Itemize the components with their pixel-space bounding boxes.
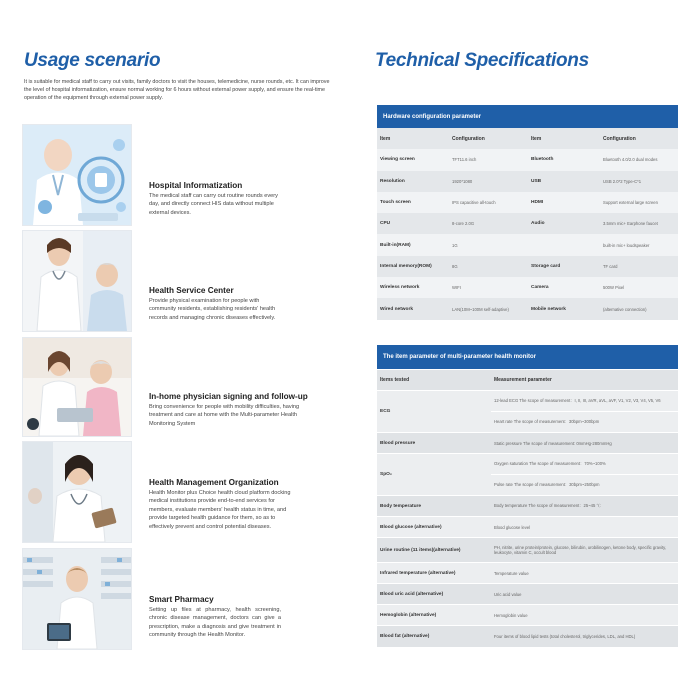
item-cell: USB xyxy=(531,178,542,184)
scenario-title: Hospital Informatization xyxy=(149,181,243,190)
usage-intro: It is suitable for medical staff to carry out visits, family doctors to visit the houses, telemedicine, nurse rounds, etc. It can improve the level of hospital informatization, ensure normal working for 6 hours without external power supply, and ensure the real-time operation of the equipment through external power supply. xyxy=(24,79,330,102)
param-cell: Four items of blood lipid tests (total cholesterol, triglycerides, LDL, and HDL) xyxy=(491,626,678,647)
item-cell: Wireless network xyxy=(380,285,420,291)
config-cell: USB 2.0*2 Type-C*1 xyxy=(603,178,642,184)
config-cell: 3.5mm mic+ Earphone faucet xyxy=(603,221,658,227)
nurse-elderly-photo xyxy=(22,230,132,332)
config-cell: WIFI xyxy=(452,285,461,291)
param-cell: Pulse rate The scope of measurement：30bpm~250bpm xyxy=(491,475,678,496)
config-cell: 1920*1080 xyxy=(452,178,473,184)
item-cell xyxy=(528,234,600,255)
scenario-desc: Bring convenience for people with mobility difficulties, having treatment and care at home with the Multi-parameter Health Monitoring System xyxy=(149,404,300,427)
item-cell: Blood fat (alternative) xyxy=(377,626,491,647)
table-row xyxy=(377,626,678,647)
item-cell: Touch screen xyxy=(380,200,411,206)
pharmacist-photo xyxy=(22,548,132,650)
table-header-row xyxy=(377,128,678,149)
scenario-desc: The medical staff can carry out routine rounds every day, and directly connect HIS data without multiple external devices. xyxy=(149,193,278,216)
param-cell: Heart rate The scope of measurement：30bpm~300bpm xyxy=(491,412,678,433)
item-cell: Mobile network xyxy=(531,306,566,312)
config-cell: Support external large screen xyxy=(603,200,658,206)
item-cell: Urine routine (11 items)(alternative) xyxy=(377,538,491,563)
param-cell: Temperature value xyxy=(491,563,678,584)
config-cell: 1G xyxy=(452,242,458,248)
scenario-title: Smart Pharmacy xyxy=(149,595,214,604)
item-cell: Storage card xyxy=(531,263,561,269)
table-row xyxy=(377,433,678,454)
usage-heading: Usage scenario xyxy=(24,50,161,71)
item-cell: Blood pressure xyxy=(377,433,491,454)
column-header: Configuration xyxy=(603,135,636,142)
param-cell: Hemoglobin value xyxy=(491,605,678,626)
table-row xyxy=(377,584,678,605)
doctor-tablet-photo xyxy=(22,441,132,543)
item-cell: Wired network xyxy=(380,306,414,312)
config-cell: IPS capacitive all-touch xyxy=(452,200,496,206)
column-header: Item xyxy=(380,135,391,142)
table-row xyxy=(377,517,678,538)
item-cell: Body temperature xyxy=(377,496,491,517)
specs-heading: Technical Specifications xyxy=(375,50,589,71)
hardware-banner: Hardware configuration parameter xyxy=(377,105,678,128)
item-cell: Internal memory(ROM) xyxy=(380,263,432,269)
param-cell: Oxygen saturation The scope of measurement：70%~100% xyxy=(491,454,678,475)
hardware-table xyxy=(377,128,678,320)
table-row xyxy=(377,192,678,213)
table-row xyxy=(377,538,678,563)
scenario-desc: Provide physical examination for people with community residents, establishing residents' health records and managing chronic diseases effectively. xyxy=(149,298,276,321)
config-cell: built-in mic+ loudspeaker xyxy=(603,242,650,248)
table-row xyxy=(377,563,678,584)
param-cell: Body temperature The scope of measurement：25~45 ℃ xyxy=(491,496,678,517)
column-header: Configuration xyxy=(452,135,485,142)
item-cell: Viewing screen xyxy=(380,157,415,163)
table-row xyxy=(377,171,678,192)
config-cell: 8G xyxy=(452,263,458,269)
item-cell: Blood glucose (alternative) xyxy=(377,517,491,538)
scenario-title: Health Service Center xyxy=(149,286,234,295)
table-row xyxy=(377,454,678,475)
table-header-row xyxy=(377,370,678,391)
item-cell: Bluetooth xyxy=(531,157,554,163)
param-cell: 12-lead ECG The scope of measurement：I, II, III, aVR, aVL, aVF, V1, V2, V3, V4, V5, V6 xyxy=(491,391,678,412)
table-row xyxy=(377,277,678,298)
item-cell: Blood uric acid (alternative) xyxy=(377,584,491,605)
item-cell: HDMI xyxy=(531,200,544,206)
param-cell: PH, nitrite, urine protein/protein, glucose, bilirubin, urobilinogen, ketone body, specific gravity, leukocyte, vitamin C, occult blood xyxy=(491,538,678,563)
item-cell: CPU xyxy=(380,221,391,227)
column-header: Measurement parameter xyxy=(491,370,678,391)
scenario-title: Health Management Organization xyxy=(149,478,279,487)
param-cell: Static pressure The scope of measurement: 0mmHg-280mmHg xyxy=(491,433,678,454)
column-header: Items tested xyxy=(377,370,491,391)
config-cell: LAN(10M~100M self-adaptive) xyxy=(452,306,509,312)
config-cell: (alternative connection) xyxy=(603,306,647,312)
config-cell: TF card xyxy=(603,263,618,269)
medical-tech-photo xyxy=(22,124,132,226)
config-cell: 8-core 2.0G xyxy=(452,221,475,227)
table-row xyxy=(377,256,678,277)
scenario-desc: Health Monitor plus Choice health cloud platform docking medical institutions provide end-to-end services for members, evaluate members' health status in time, and provide targeted health guidance for them, so as to effectively prevent and control potential diseases. xyxy=(149,490,291,530)
table-row xyxy=(377,391,678,412)
scenario-desc: Setting up files at pharmacy, health screening, chronic disease management, doctors can give a prescription, make a diagnosis and give treatment in community through the Health Monitor. xyxy=(149,607,281,639)
multiparam-banner: The item parameter of multi-parameter health monitor xyxy=(377,345,678,369)
item-cell: Infrared temperature (alternative) xyxy=(377,563,491,584)
multiparam-table xyxy=(377,369,678,647)
column-header: Item xyxy=(531,135,542,142)
table-row xyxy=(377,605,678,626)
home-visit-photo xyxy=(22,337,132,437)
table-row xyxy=(377,234,678,255)
item-cell: Camera xyxy=(531,285,549,291)
item-cell: Built-in(RAM) xyxy=(380,242,411,248)
scenario-title: In-home physician signing and follow-up xyxy=(149,392,308,401)
config-cell: Bluetooth 4.0/2.0 dual modes xyxy=(603,157,658,163)
item-cell: SpO₂ xyxy=(377,454,491,496)
item-cell: Resolution xyxy=(380,178,405,184)
param-cell: Blood glucose level xyxy=(491,517,678,538)
item-cell: ECG xyxy=(377,391,491,433)
table-row xyxy=(377,298,678,319)
item-cell: Audio xyxy=(531,221,545,227)
table-row xyxy=(377,149,678,170)
table-row xyxy=(377,213,678,234)
param-cell: Uric acid value xyxy=(491,584,678,605)
config-cell: 500W Pixel xyxy=(603,285,625,291)
table-row xyxy=(377,496,678,517)
item-cell: Hemoglobin (alternative) xyxy=(377,605,491,626)
config-cell: TFT11.6 inch xyxy=(452,157,477,163)
